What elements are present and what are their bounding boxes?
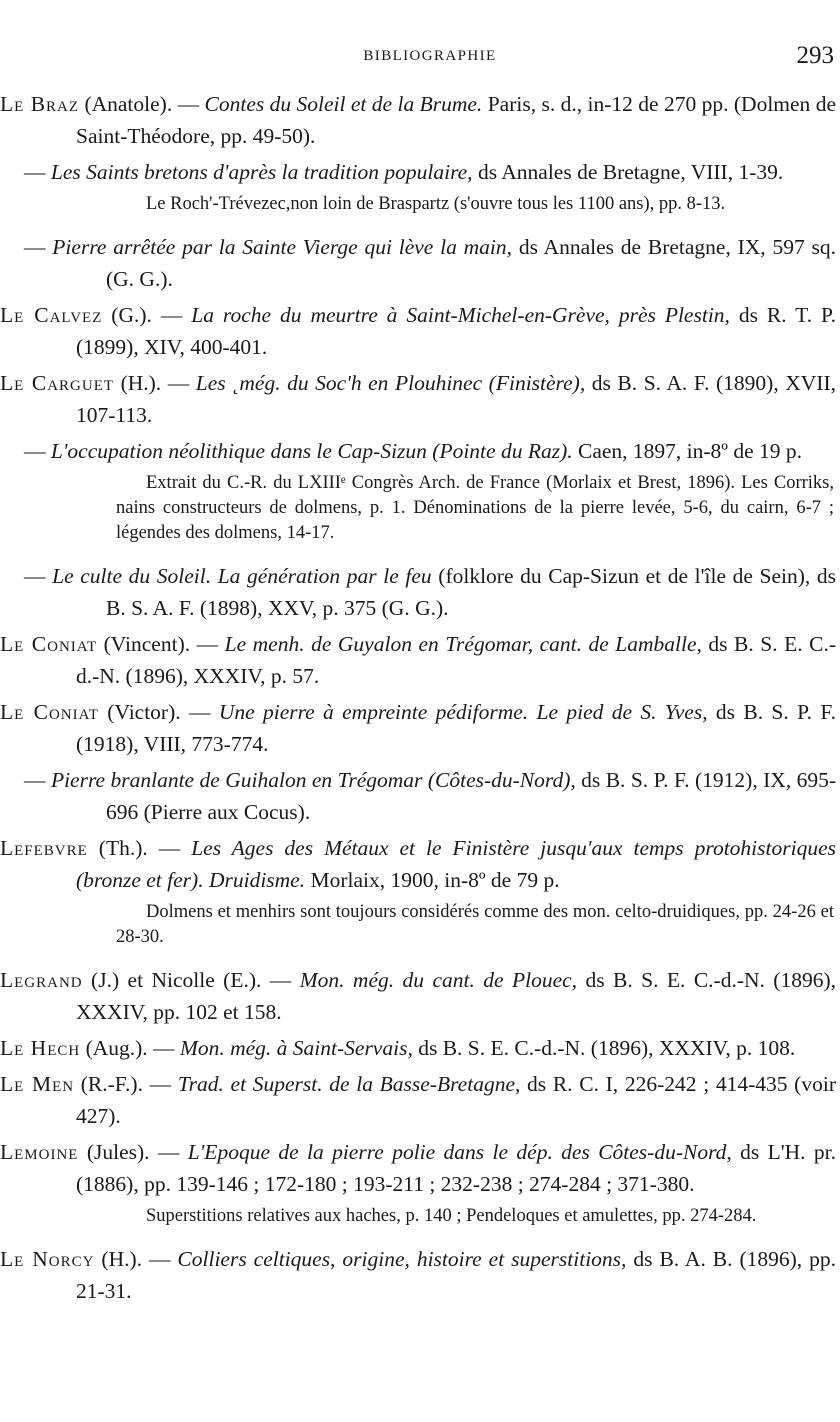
entry-details: ds R. C. I, 226-242 ; 414-435 (voir 427). <box>76 1072 836 1128</box>
annotation-note: Dolmens et menhirs sont toujours considérés comme des mon. celto-druidiques, pp. 24-26 et 28-30. <box>116 902 834 947</box>
bibliography-entry <box>0 1243 836 1307</box>
annotation-note: Extrait du C.-R. du LXIIIᵉ Congrès Arch. de France (Morlaix et Brest, 1896). Les Corriks, nains constructeurs de dolmens, p. 1. Dénominations de la pierre levée, 5-6, du cairn, 6-7 ; légendes des dolmens, 14-17. <box>116 473 834 543</box>
entry-details: ds B. S. E. C.-d.-N. (1896), XXXIV, p. 57. <box>76 632 836 688</box>
bibliography-entry <box>0 299 836 363</box>
entry-title: Le menh. de Guyalon en Trégomar, cant. de Lamballe, <box>224 632 702 656</box>
page-number: 293 <box>796 42 834 69</box>
entry-title: La roche du meurtre à Saint-Michel-en-Grève, près Plestin, <box>191 303 730 327</box>
bibliography-entry <box>0 696 836 760</box>
entry-prefix: — <box>24 439 51 463</box>
entry-author: Lemoine <box>0 1140 79 1164</box>
entry-details: ds R. T. P. (1899), XIV, 400-401. <box>76 303 836 359</box>
entry-details: Caen, 1897, in-8º de 19 p. <box>572 439 803 463</box>
bibliography-entry <box>0 1032 836 1064</box>
entry-prefix: (H.). — <box>114 371 196 395</box>
entry-title: Mon. még. du cant. de Plouec, <box>299 968 578 992</box>
bibliography-entry <box>0 764 836 828</box>
entry-details: ds B. S. P. F. (1918), VIII, 773-774. <box>76 700 836 756</box>
entry-prefix: (Victor). — <box>98 700 219 724</box>
bibliography-list <box>0 88 836 1311</box>
entry-details: Morlaix, 1900, in-8º de 79 p. <box>305 868 560 892</box>
entry-details: ds B. A. B. (1896), pp. 21-31. <box>76 1247 836 1303</box>
entry-prefix: (Aug.). — <box>80 1036 180 1060</box>
entry-details: ds B. S. A. F. (1890), XVII, 107-113. <box>76 371 837 427</box>
entry-title: Colliers celtiques, origine, histoire et superstitions, <box>177 1247 627 1271</box>
entry-prefix: — <box>24 768 51 792</box>
running-title: BIBLIOGRAPHIE <box>363 48 497 64</box>
entry-title: Contes du Soleil et de la Brume. <box>204 92 483 116</box>
entry-prefix: (J.) et Nicolle (E.). — <box>82 968 300 992</box>
entry-details: ds Annales de Bretagne, VIII, 1-39. <box>472 160 784 184</box>
entry-prefix: (G.). — <box>102 303 192 327</box>
bibliography-entry <box>0 435 836 467</box>
entry-prefix: (Vincent). — <box>97 632 225 656</box>
entry-author: Le Carguet <box>0 371 115 395</box>
entry-prefix: (R.-F.). — <box>74 1072 178 1096</box>
entry-author: Le Calvez <box>0 303 103 327</box>
entry-title: L'Epoque de la pierre polie dans le dép. des Côtes-du-Nord, <box>187 1140 732 1164</box>
entry-title: Pierre arrêtée par la Sainte Vierge qui lève la main, <box>52 235 513 259</box>
entry-author: Le Braz <box>0 92 80 116</box>
bibliography-entry <box>0 367 836 431</box>
entry-author: Lefebvre <box>0 836 88 860</box>
entry-prefix: — <box>24 564 53 588</box>
entry-title: Pierre branlante de Guihalon en Trégomar (Côtes-du-Nord), <box>50 768 576 792</box>
bibliography-entry <box>0 231 836 295</box>
entry-author: Le Hech <box>0 1036 81 1060</box>
entry-author: Le Norcy <box>0 1247 95 1271</box>
entry-title: Le culte du Soleil. La génération par le feu <box>52 564 432 588</box>
entry-author: Legrand <box>0 968 83 992</box>
entry-title: Mon. még. à Saint-Servais, <box>179 1036 413 1060</box>
entry-details: Paris, s. d., in-12 de 270 pp. (Dolmen de Saint-Théodore, pp. 49-50). <box>76 92 837 148</box>
bibliography-entry <box>0 628 836 692</box>
entry-author: Le Coniat <box>0 632 98 656</box>
bibliography-entry <box>0 1068 836 1132</box>
entry-title: Les Saints bretons d'après la tradition populaire, <box>50 160 473 184</box>
entry-details: ds Annales de Bretagne, IX, 597 sq. (G. G.). <box>106 235 837 291</box>
entry-prefix: — <box>24 235 53 259</box>
entry-prefix: (Th.). — <box>87 836 192 860</box>
bibliography-entry <box>0 832 836 896</box>
entry-title: Les Ages des Métaux et le Finistère jusqu'aux temps protohistoriques (bronze et fer). Druidisme. <box>76 836 836 892</box>
bibliography-entry <box>0 156 836 188</box>
entry-prefix: (H.). — <box>94 1247 178 1271</box>
annotation-note: Superstitions relatives aux haches, p. 140 ; Pendeloques et amulettes, pp. 274-284. <box>146 1206 757 1226</box>
bibliography-entry <box>0 88 836 152</box>
entry-details: ds B. S. E. C.-d.-N. (1896), XXXIV, p. 108. <box>412 1036 796 1060</box>
entry-prefix: (Jules). — <box>78 1140 188 1164</box>
bibliography-entry <box>0 560 836 624</box>
page-header <box>0 42 840 82</box>
entry-author: Le Coniat <box>0 700 99 724</box>
entry-prefix: (Anatole). — <box>79 92 205 116</box>
bibliography-entry <box>0 964 836 1028</box>
entry-details: ds L'H. pr. (1886), pp. 139-146 ; 172-180 ; 193-211 ; 232-238 ; 274-284 ; 371-380. <box>76 1140 836 1196</box>
entry-title: L'occupation néolithique dans le Cap-Sizun (Pointe du Raz). <box>50 439 573 463</box>
bibliography-entry <box>0 1136 836 1200</box>
entry-title: Trad. et Superst. de la Basse-Bretagne, <box>177 1072 521 1096</box>
entry-title: Une pierre à empreinte pédiforme. Le pied de S. Yves, <box>218 700 708 724</box>
entry-details: ds B. S. E. C.-d.-N. (1896), XXXIV, pp. 102 et 158. <box>76 968 836 1024</box>
entry-author: Le Men <box>0 1072 75 1096</box>
entry-title: Les ˛még. du Soc'h en Plouhinec (Finistère), <box>195 371 586 395</box>
entry-details: (folklore du Cap-Sizun et de l'île de Sein), ds B. S. A. F. (1898), XXV, p. 375 (G. G.). <box>106 564 836 620</box>
entry-prefix: — <box>24 160 51 184</box>
entry-details: ds B. S. P. F. (1912), IX, 695-696 (Pierre aux Cocus). <box>106 768 837 824</box>
annotation-note: Le Roch'-Trévezec,non loin de Braspartz (s'ouvre tous les 1100 ans), pp. 8-13. <box>146 194 726 214</box>
